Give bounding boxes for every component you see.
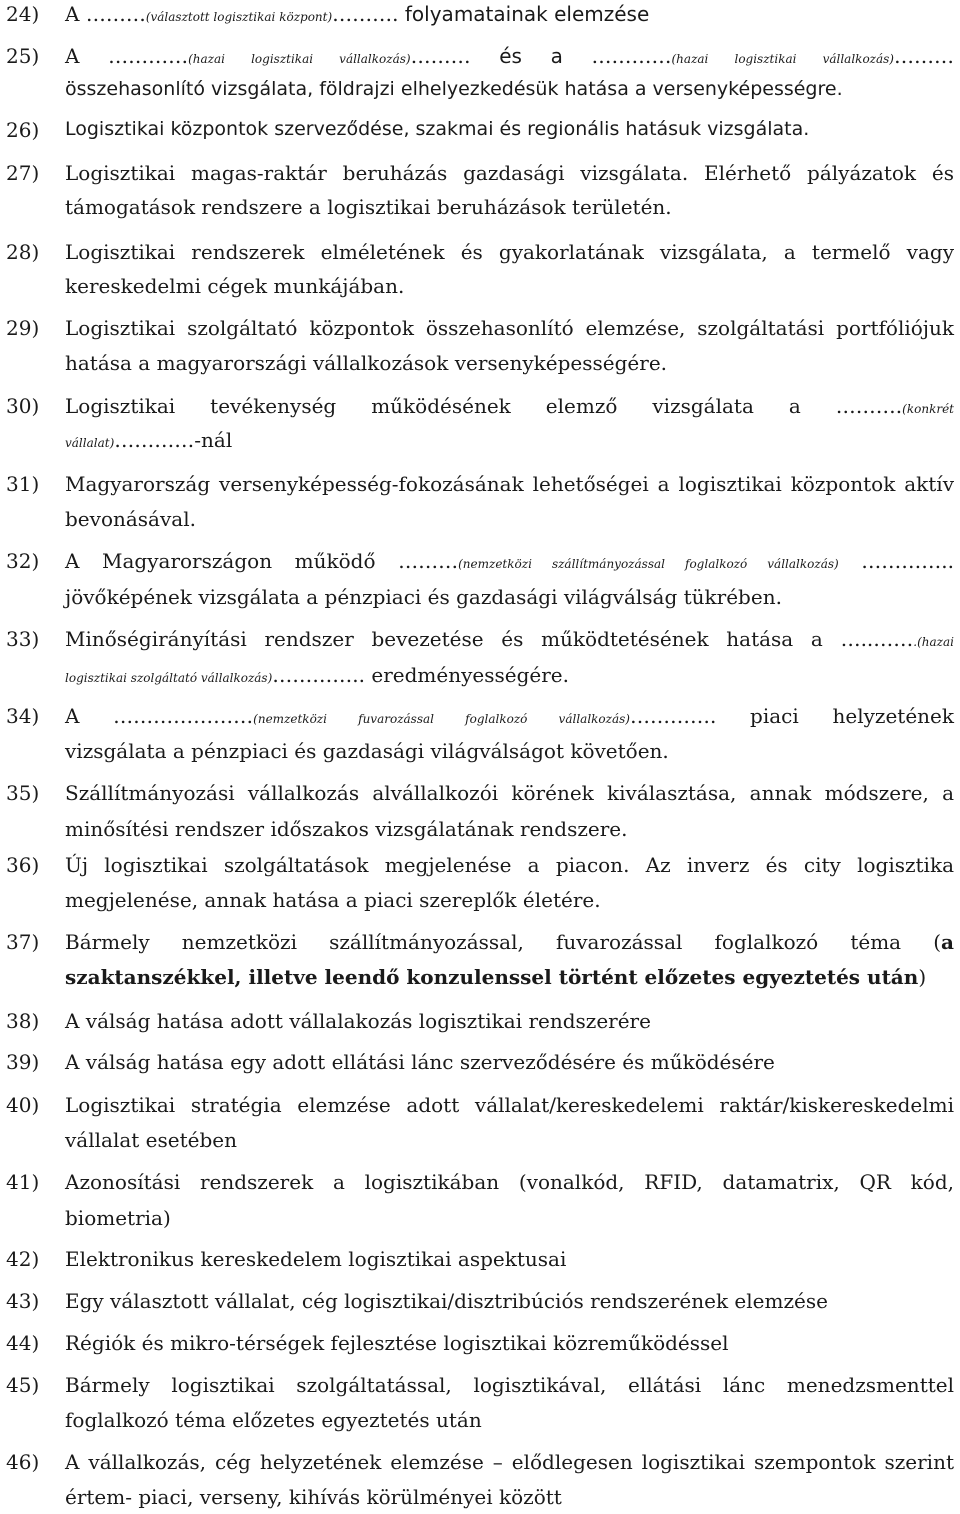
item-text: Szállítmányozási vállalkozás alvállalkozói körének kiválasztása, annak módszere, a xyxy=(65,781,954,805)
placeholder-dots: ……… xyxy=(410,44,500,68)
item-text-line-2: vállalat esetében xyxy=(65,1128,237,1152)
item-number: 43) xyxy=(6,1289,40,1313)
placeholder-dots: …..…… xyxy=(840,627,914,651)
item-text: Logisztikai stratégia elemzése adott vállalat/kereskedelemi raktár/kiskereskedelmi xyxy=(65,1093,954,1117)
item-number: 29) xyxy=(6,316,40,340)
item-number: 46) xyxy=(6,1450,40,1474)
item-text-line-2: értem- piaci, verseny, kihívás körülményei között xyxy=(65,1485,562,1509)
item-number: 42) xyxy=(6,1247,40,1271)
placeholder-dots: ………… xyxy=(114,428,195,452)
item-text: eredményességére. xyxy=(365,663,569,687)
item-text: Logisztikai rendszerek elméletének és gyakorlatának vizsgálata, a termelő vagy xyxy=(65,240,954,264)
item-text-line-2: jövőképének vizsgálata a pénzpiaci és gazdasági világválság tükrében. xyxy=(65,585,782,609)
placeholder-dots: …………. xyxy=(629,704,717,728)
item-text: piaci helyzetének xyxy=(716,704,954,728)
item-number: 35) xyxy=(6,781,40,805)
placeholder-hint: .(hazai xyxy=(913,635,954,649)
item-text: Elektronikus kereskedelem logisztikai aspektusai xyxy=(65,1247,567,1271)
item-text: Új logisztikai szolgáltatások megjelenése a piacon. Az inverz és city logisztika xyxy=(65,853,954,877)
item-text: Bármely logisztikai szolgáltatással, logisztikával, ellátási lánc menedzsmenttel xyxy=(65,1373,954,1397)
placeholder-hint: vállalat) xyxy=(65,436,115,450)
item-number: 25) xyxy=(6,44,40,68)
item-text: A válság hatása egy adott ellátási lánc szerveződésére és működésére xyxy=(65,1050,775,1074)
placeholder-hint: (hazai logisztikai vállalkozás) xyxy=(671,52,894,66)
placeholder-hint: (nemzetközi fuvarozással foglalkozó vállalkozás) xyxy=(253,712,630,726)
item-text: Logisztikai magas-raktár beruházás gazdasági vizsgálata. Elérhető pályázatok és xyxy=(65,161,954,185)
item-number: 32) xyxy=(6,549,40,573)
item-text: A xyxy=(65,704,114,728)
item-text: A vállalkozás, cég helyzetének elemzése – elődlegesen logisztikai szempontok szerint xyxy=(65,1450,954,1474)
item-number: 27) xyxy=(6,161,40,185)
item-text: A Magyarországon működő xyxy=(65,549,399,573)
item-number: 40) xyxy=(6,1093,40,1117)
item-text-line-2: összehasonlító vizsgálata, földrajzi elhelyezkedésük hatása a versenyképességre. xyxy=(65,78,843,100)
item-text: Logisztikai szolgáltató központok összehasonlító elemzése, szolgáltatási portfóliójuk xyxy=(65,316,954,340)
item-text: Magyarország versenyképesség-fokozásának lehetőségei a logisztikai központok aktív xyxy=(65,472,954,496)
item-text: és a xyxy=(499,44,592,68)
item-text-line-2: minősítési rendszer időszakos vizsgálatának rendszere. xyxy=(65,817,628,841)
placeholder-hint: (konkrét xyxy=(902,402,954,416)
item-text: Azonosítási rendszerek a logisztikában (vonalkód, RFID, datamatrix, QR kód, xyxy=(65,1170,954,1194)
placeholder-dots: ………………… xyxy=(113,704,254,728)
item-text-line-2: kereskedelmi cégek munkájában. xyxy=(65,274,405,298)
item-number: 31) xyxy=(6,472,40,496)
item-text: Bármely nemzetközi szállítmányozással, fuvarozással foglalkozó téma ( xyxy=(65,930,942,954)
placeholder-dots: ……… xyxy=(893,44,954,68)
item-text: Minőségirányítási rendszer bevezetése és működtetésének hatása a xyxy=(65,627,841,651)
placeholder-hint: (nemzetközi szállítmányozással foglalkozó vállalkozás) xyxy=(458,557,839,571)
item-number: 41) xyxy=(6,1170,40,1194)
item-text: A válság hatása adott vállalakozás logisztikai rendszerére xyxy=(65,1009,651,1033)
item-number: 34) xyxy=(6,704,40,728)
emphasis-text: a xyxy=(941,930,954,954)
emphasis-text: szaktanszékkel, illetve leendő konzulenssel történt előzetes egyeztetés után xyxy=(65,965,919,989)
item-number: 38) xyxy=(6,1009,40,1033)
item-text: ) xyxy=(918,965,927,989)
item-text: Logisztikai központok szerveződése, szakmai és regionális hatásuk vizsgálata. xyxy=(65,118,810,140)
item-text: Logisztikai tevékenység működésének elemző vizsgálata a xyxy=(65,394,836,418)
item-text-line-2: hatása a magyarországi vállalkozások versenyképességére. xyxy=(65,351,668,375)
item-text: A xyxy=(65,2,86,26)
item-text-line-2: bevonásával. xyxy=(65,507,196,531)
item-text: folyamatainak elemzése xyxy=(398,2,650,26)
item-number: 45) xyxy=(6,1373,40,1397)
placeholder-hint: (hazai logisztikai vállalkozás) xyxy=(188,52,411,66)
item-text-line-2: biometria) xyxy=(65,1206,171,1230)
item-number: 39) xyxy=(6,1050,40,1074)
placeholder-dots: ………. xyxy=(835,394,903,418)
item-text: -nál xyxy=(194,428,233,452)
item-text-line-2: támogatások rendszere a logisztikai beruházások területén. xyxy=(65,195,672,219)
placeholder-hint: (választott logisztikai központ) xyxy=(145,10,333,24)
placeholder-dots: ………. xyxy=(332,2,399,26)
placeholder-dots: ………….. xyxy=(838,549,955,573)
item-number: 30) xyxy=(6,394,40,418)
item-number: 37) xyxy=(6,930,40,954)
item-text-line-2: foglalkozó téma előzetes egyeztetés után xyxy=(65,1408,482,1432)
item-text: Egy választott vállalat, cég logisztikai/disztribúciós rendszerének elemzése xyxy=(65,1289,828,1313)
item-number: 33) xyxy=(6,627,40,651)
placeholder-dots: ……… xyxy=(398,549,459,573)
item-number: 28) xyxy=(6,240,40,264)
item-text: A xyxy=(65,44,109,68)
item-number: 36) xyxy=(6,853,40,877)
item-text-line-2: megjelenése, annak hatása a piaci szereplők életére. xyxy=(65,888,601,912)
item-text: Régiók és mikro-térségek fejlesztése logisztikai közreműködéssel xyxy=(65,1331,729,1355)
placeholder-dots: ………… xyxy=(108,44,189,68)
placeholder-hint: logisztikai szolgáltató vállalkozás) xyxy=(65,671,273,685)
item-text-line-2: vizsgálata a pénzpiaci és gazdasági világválságot követően. xyxy=(65,739,669,763)
item-number: 26) xyxy=(6,118,40,142)
item-number: 44) xyxy=(6,1331,40,1355)
placeholder-dots: ………… xyxy=(591,44,672,68)
placeholder-dots: ……… xyxy=(85,2,146,26)
item-number: 24) xyxy=(6,2,40,26)
placeholder-dots: ………….. xyxy=(272,663,365,687)
